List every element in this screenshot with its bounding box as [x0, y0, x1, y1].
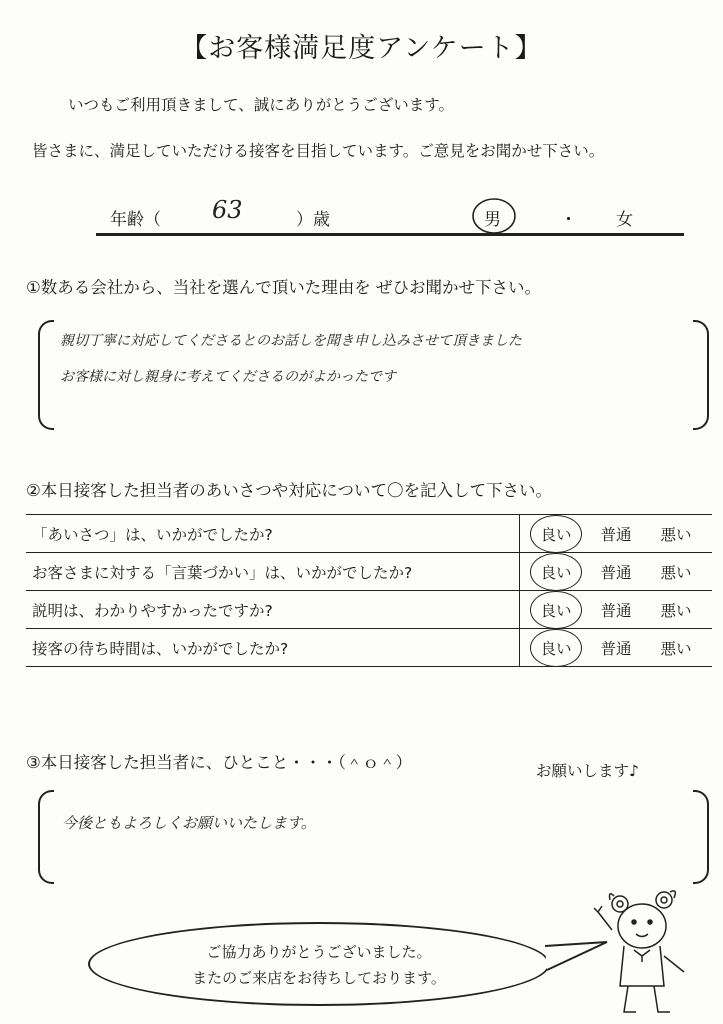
- intro-line-2: 皆さまに、満足していただける接客を目指しています。ご意見をお聞かせ下さい。: [32, 142, 605, 160]
- rating-option-bad[interactable]: 悪い: [660, 639, 692, 658]
- closing-line-2: またのご来店をお待ちしております。: [192, 969, 446, 987]
- answer-3-bracket-right: [693, 790, 709, 884]
- gender-separator: ・: [560, 210, 577, 230]
- rating-question: 説明は、わかりやすかったですか?: [26, 591, 520, 629]
- rating-option-average[interactable]: 普通: [600, 601, 632, 620]
- answer-3-bracket-left: [38, 790, 54, 884]
- closing-line-1: ご協力ありがとうございました。: [206, 943, 432, 961]
- answer-1-line-2[interactable]: お客様に対し親身に考えてくださるのがよかったです: [60, 369, 396, 385]
- rating-table: [26, 514, 712, 667]
- intro-line-1: いつもご利用頂きまして、誠にありがとうございます。: [68, 96, 454, 114]
- rating-option-bad[interactable]: 悪い: [660, 601, 692, 620]
- rating-option-average[interactable]: 普通: [600, 525, 632, 544]
- age-value[interactable]: 63: [212, 196, 243, 224]
- rating-row: [26, 591, 712, 629]
- rating-option-good[interactable]: 良い: [536, 635, 575, 661]
- question-2: ②本日接客した担当者のあいさつや対応について〇を記入して下さい。: [26, 481, 552, 500]
- rating-option-good[interactable]: 良い: [536, 597, 575, 623]
- gender-male-option[interactable]: 男: [484, 210, 501, 230]
- rating-question: 「あいさつ」は、いかがでしたか?: [26, 515, 520, 553]
- rating-options: [520, 515, 713, 553]
- gender-female-option[interactable]: 女: [616, 210, 633, 230]
- page-title: 【お客様満足度アンケート】: [180, 33, 543, 64]
- rating-question: 接客の待ち時間は、いかがでしたか?: [26, 629, 520, 667]
- age-label: 年齢（: [110, 210, 161, 230]
- question-3: ③本日接客した担当者に、ひとこと・・・（＾ｏ＾）: [26, 753, 413, 772]
- closing-speech-bubble: [88, 922, 550, 1006]
- answer-3-text[interactable]: 今後ともよろしくお願いいたします。: [62, 814, 316, 832]
- age-suffix: ）歳: [296, 210, 330, 230]
- gender-selection-circle: [470, 196, 518, 236]
- answer-1-bracket-left: [38, 320, 54, 430]
- request-text: お願いします♪: [536, 762, 639, 780]
- rating-options: [520, 553, 713, 591]
- rating-options: [520, 591, 713, 629]
- answer-1-bracket-right: [693, 320, 709, 430]
- answer-1-line-1[interactable]: 親切丁寧に対応してくださるとのお話しを聞き申し込みさせて頂きました: [60, 333, 522, 349]
- rating-option-good[interactable]: 良い: [536, 559, 575, 585]
- rating-question: お客さまに対する「言葉づかい」は、いかがでしたか?: [26, 553, 520, 591]
- rating-option-good[interactable]: 良い: [536, 521, 575, 547]
- rating-option-average[interactable]: 普通: [600, 563, 632, 582]
- rating-row: [26, 629, 712, 667]
- bear-mascot-icon: [588, 886, 703, 1020]
- rating-option-bad[interactable]: 悪い: [660, 563, 692, 582]
- rating-row: [26, 553, 712, 591]
- age-underline: [96, 233, 684, 236]
- rating-option-average[interactable]: 普通: [600, 639, 632, 658]
- rating-options: [520, 629, 713, 667]
- rating-option-bad[interactable]: 悪い: [660, 525, 692, 544]
- question-1: ①数ある会社から、当社を選んで頂いた理由を ぜひお聞かせ下さい。: [26, 278, 542, 297]
- rating-row: [26, 515, 712, 553]
